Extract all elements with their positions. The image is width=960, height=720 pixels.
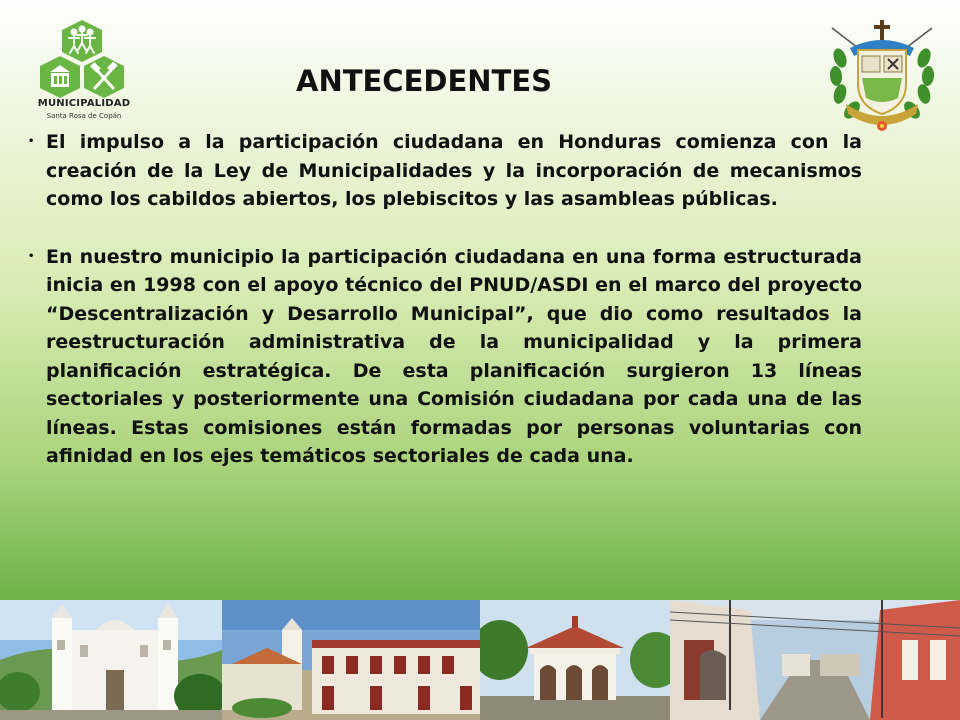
kiosk-photo — [480, 600, 670, 720]
municipal-logo-subtitle: Santa Rosa de Copán — [46, 112, 122, 120]
town-street-photo — [222, 600, 480, 720]
bullet-marker: • — [28, 136, 35, 147]
municipal-logo-icon — [22, 18, 146, 98]
bullet-text: El impulso a la participación ciudadana en Honduras comienza con la creación de la Ley de Municipalidades y la incorporación de mecanismos como los cabildos abiertos, los plebiscitos y las asambleas públicas. — [46, 131, 862, 210]
bullet-item-2 — [28, 243, 862, 471]
content — [28, 128, 862, 471]
street-photo — [670, 600, 960, 720]
municipal-logo — [22, 18, 162, 128]
coat-of-arms-icon — [826, 18, 938, 134]
bullet-text: En nuestro municipio la participación ciudadana en una forma estructurada inicia en 1998 con el apoyo técnico del PNUD/ASDI en el marco del proyecto “Descentralización y Desarrollo Municipal”, que dio como resultados la reestructuración administrativa de la municipalidad y la primera planificación estratégica. De esta planificación surgieron 13 líneas sectoriales y posteriormente una Comisión ciudadana por cada una de las líneas. Estas comisiones están formadas por personas voluntarias con afinidad en los ejes temáticos sectoriales de cada una. — [46, 245, 862, 467]
slide-title: ANTECEDENTES — [296, 64, 553, 98]
bullet-item-1 — [28, 128, 862, 214]
photo-strip — [0, 600, 960, 720]
municipal-logo-name: MUNICIPALIDAD — [37, 98, 131, 109]
cathedral-photo — [0, 600, 222, 720]
coat-of-arms — [826, 18, 938, 134]
bullet-marker: • — [28, 250, 35, 262]
